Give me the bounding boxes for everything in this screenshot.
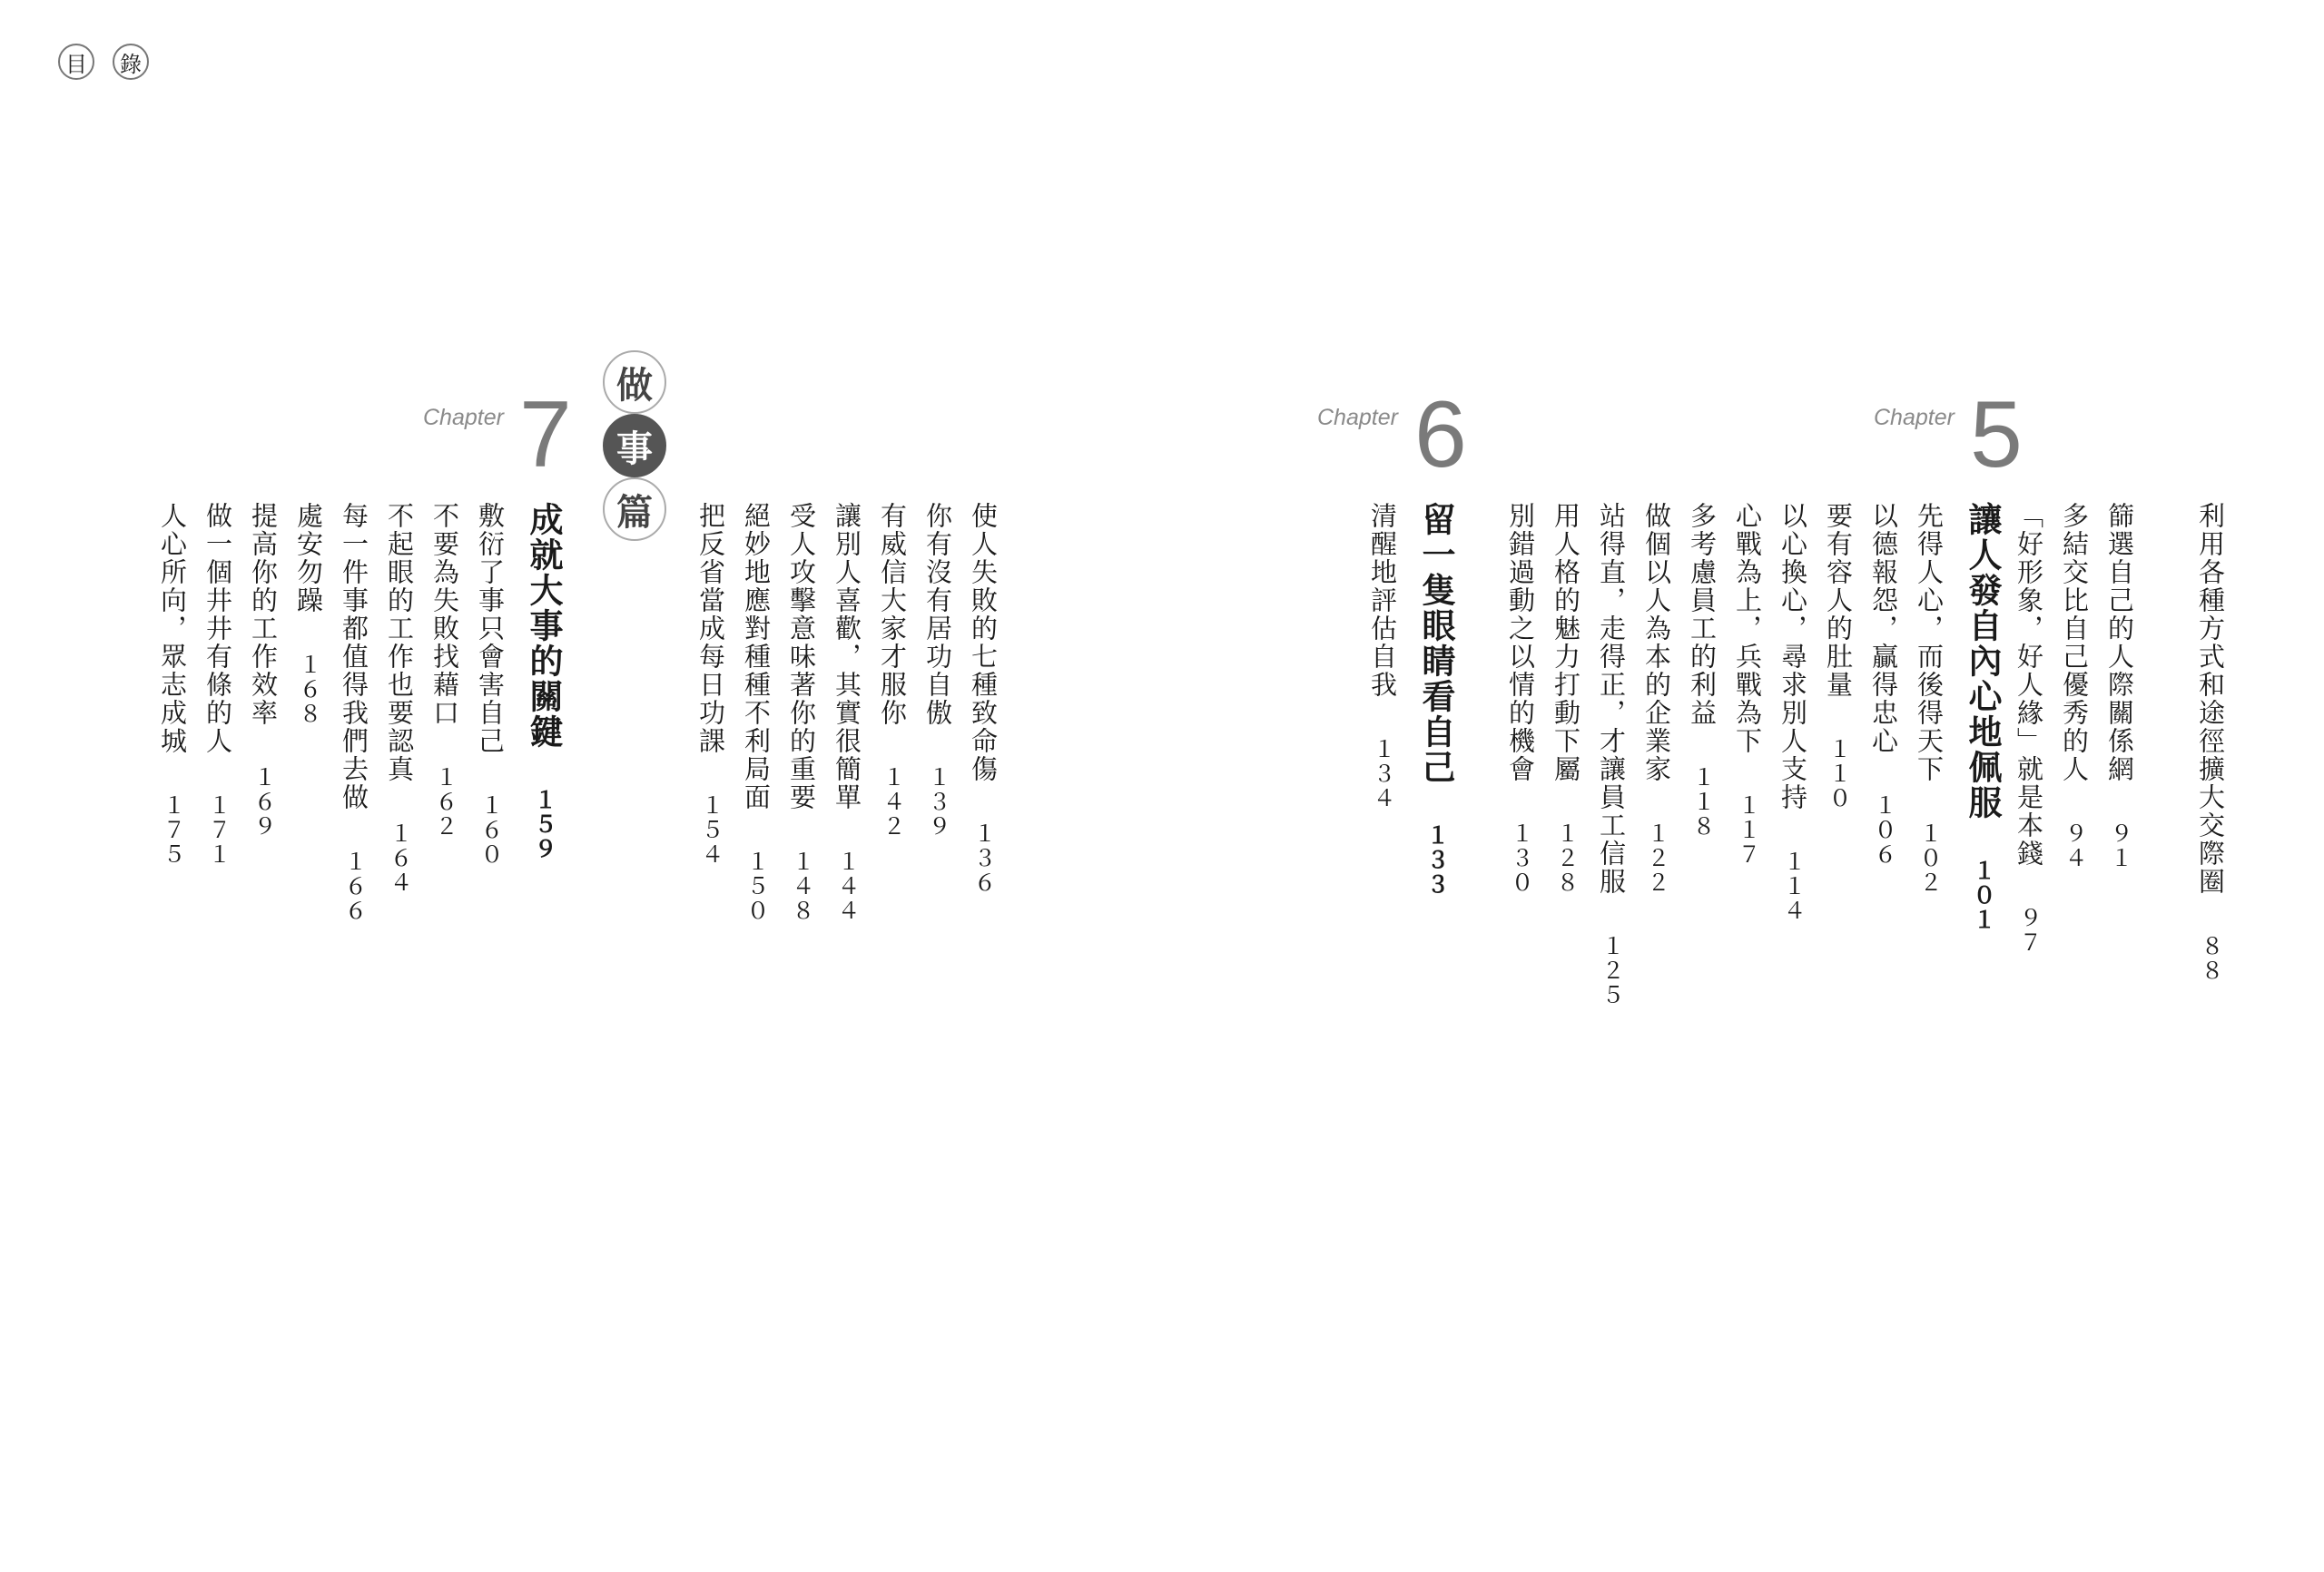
toc-entry[interactable]: 絕妙地應對種種不利局面１５０ <box>741 502 772 923</box>
toc-entry[interactable]: 不要為失敗找藉口１６２ <box>429 502 460 839</box>
toc-entry[interactable]: 先得人心，而後得天下１０２ <box>1914 502 1945 895</box>
toc-entry[interactable]: 把反省當成每日功課１５４ <box>695 502 726 867</box>
toc-entry[interactable]: 使人失敗的七種致命傷１３６ <box>968 502 999 895</box>
toc-entry[interactable]: 有威信大家才服你１４２ <box>877 502 908 839</box>
toc-entry[interactable]: 做個以人為本的企業家１２２ <box>1641 502 1672 895</box>
section-char-1: 做 <box>603 350 666 414</box>
toc-entry[interactable]: 每一件事都值得我們去做１６６ <box>339 502 369 923</box>
toc-entry[interactable]: 讓別人喜歡，其實很簡單１４４ <box>832 502 862 923</box>
toc-entry[interactable]: 多結交比自己優秀的人９４ <box>2059 502 2090 870</box>
toc-entry[interactable]: 你有沒有居功自傲１３９ <box>922 502 953 839</box>
chapter-5-number: 5 <box>1970 382 2023 487</box>
toc-heading[interactable]: 成就大事的關鍵１５９ <box>524 502 564 861</box>
chapter-7-label: Chapter <box>423 405 504 430</box>
toc-entry[interactable]: 處安勿躁１６８ <box>293 502 324 726</box>
toc-header-char-2: 錄 <box>113 44 149 80</box>
toc-entry[interactable]: 做一個井井有條的人１７１ <box>202 502 233 867</box>
chapter-6-label: Chapter <box>1317 405 1398 430</box>
toc-heading[interactable]: 留一隻眼睛看自己１３３ <box>1416 502 1456 897</box>
toc-heading[interactable]: 讓人發自內心地佩服１０１ <box>1963 502 2003 932</box>
toc-entry[interactable]: 用人格的魅力打動下屬１２８ <box>1551 502 1581 895</box>
toc-entry[interactable]: 人心所向，眾志成城１７５ <box>157 502 188 867</box>
toc-entry[interactable]: 不起眼的工作也要認真１６４ <box>384 502 415 895</box>
toc-entry[interactable]: 以心換心，尋求別人支持１１４ <box>1777 502 1808 923</box>
toc-entry[interactable]: 別錯過動之以情的機會１３０ <box>1505 502 1536 895</box>
toc-entry[interactable]: 「好形象，好人緣」就是本錢９７ <box>2014 502 2044 955</box>
toc-entry[interactable]: 篩選自己的人際關係網９１ <box>2104 502 2135 870</box>
toc-entry[interactable]: 敷衍了事只會害自己１６０ <box>475 502 506 867</box>
section-title-stack <box>603 350 666 541</box>
toc-entry[interactable]: 要有容人的肚量１１０ <box>1823 502 1854 811</box>
chapter-7-number: 7 <box>519 382 572 487</box>
toc-header <box>58 44 149 80</box>
toc-entry[interactable]: 站得直，走得正，才讓員工信服１２５ <box>1596 502 1627 1007</box>
toc-entry[interactable]: 利用各種方式和途徑擴大交際圈８８ <box>2195 502 2226 983</box>
toc-entry[interactable]: 心戰為上，兵戰為下１１７ <box>1732 502 1763 867</box>
section-char-2: 事 <box>603 414 666 477</box>
section-char-3: 篇 <box>603 477 666 541</box>
toc-entry[interactable]: 受人攻擊意味著你的重要１４８ <box>786 502 817 923</box>
chapter-5-label: Chapter <box>1874 405 1955 430</box>
toc-header-char-1: 目 <box>58 44 94 80</box>
toc-entry[interactable]: 以德報怨，贏得忠心１０６ <box>1868 502 1899 867</box>
chapter-6-number: 6 <box>1414 382 1467 487</box>
toc-entry[interactable]: 提高你的工作效率１６９ <box>248 502 279 839</box>
toc-entry[interactable]: 清醒地評估自我１３４ <box>1367 502 1398 811</box>
toc-entry[interactable]: 多考慮員工的利益１１８ <box>1687 502 1718 839</box>
